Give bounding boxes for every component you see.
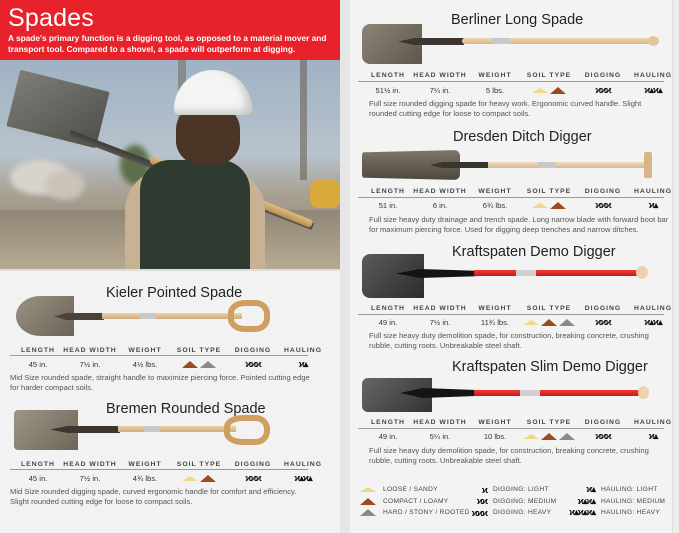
col-digging: DIGGING bbox=[234, 347, 272, 354]
col-head-width: HEAD WIDTH bbox=[413, 188, 467, 195]
col-head-width: HEAD WIDTH bbox=[63, 347, 117, 354]
header-banner bbox=[0, 0, 340, 60]
product-title: Kraftspaten Slim Demo Digger bbox=[452, 359, 648, 375]
soil-loose-icon bbox=[532, 203, 548, 208]
col-hauling: HAULING bbox=[634, 419, 672, 426]
col-soil-type: SOIL TYPE bbox=[526, 188, 572, 195]
col-weight: WEIGHT bbox=[478, 188, 512, 195]
hauling-medium-icon: ϰ▴ϰ▴ bbox=[644, 316, 662, 327]
value-head-width: 5¼ in. bbox=[429, 431, 451, 441]
col-length: LENGTH bbox=[21, 461, 55, 468]
hauling-light-icon: ϰ▴ bbox=[298, 358, 308, 369]
digging-medium-icon: ϰϰ bbox=[476, 496, 487, 507]
soil-hard-icon bbox=[559, 433, 575, 440]
col-weight: WEIGHT bbox=[128, 461, 162, 468]
soil-type-icons bbox=[520, 432, 578, 441]
product-title: Bremen Rounded Spade bbox=[106, 401, 266, 417]
hauling-light-icon: ϰ▴ bbox=[648, 430, 658, 441]
product-title: Kraftspaten Demo Digger bbox=[452, 244, 616, 260]
legend-label: LOOSE / SANDY bbox=[383, 486, 438, 494]
hauling-medium-icon: ϰ▴ϰ▴ bbox=[644, 84, 662, 95]
product-description: Full size heavy duty drainage and trench spade. Long narrow blade with forward boot bar for maximum piercing force. Used for digging deep trenches and narrow ditches. bbox=[369, 215, 669, 234]
soil-type-icons bbox=[520, 201, 578, 210]
value-head-width: 7¼ in. bbox=[429, 85, 451, 95]
product-description: Mid Size rounded digging spade, curved ergonomic handle for comfort and efficiency. Slight rounded cutting edge for loose to compact soils. bbox=[10, 487, 297, 506]
digging-heavy-icon: ϰϰϰ bbox=[245, 473, 261, 483]
soil-loose-icon bbox=[182, 476, 198, 481]
col-digging: DIGGING bbox=[584, 188, 622, 195]
spec-values-row bbox=[16, 472, 328, 484]
soil-loose-icon bbox=[360, 487, 376, 492]
digging-heavy-icon: ϰϰϰ bbox=[471, 507, 487, 518]
value-length: 45 in. bbox=[28, 359, 48, 369]
col-length: LENGTH bbox=[21, 347, 55, 354]
value-weight: 10 lbs. bbox=[483, 431, 507, 441]
col-length: LENGTH bbox=[371, 419, 405, 426]
spec-divider bbox=[358, 81, 664, 82]
col-length: LENGTH bbox=[371, 188, 405, 195]
soil-compact-icon bbox=[541, 433, 557, 440]
legend-label: DIGGING: HEAVY bbox=[493, 509, 552, 517]
legend-label: HAULING: HEAVY bbox=[601, 509, 661, 517]
soil-compact-icon bbox=[360, 498, 376, 505]
photo-background-tank bbox=[45, 170, 85, 200]
legend-item bbox=[465, 484, 556, 496]
soil-compact-icon bbox=[541, 319, 557, 326]
legend-label: DIGGING: MEDIUM bbox=[493, 497, 557, 505]
legend-item bbox=[465, 507, 556, 519]
col-hauling: HAULING bbox=[634, 188, 672, 195]
col-soil-type: SOIL TYPE bbox=[526, 419, 572, 426]
photo-background-pole bbox=[300, 60, 307, 180]
col-digging: DIGGING bbox=[584, 305, 622, 312]
value-length: 51 in. bbox=[378, 200, 398, 210]
value-weight: 4¾ lbs. bbox=[132, 473, 158, 483]
soil-loose-icon bbox=[532, 88, 548, 93]
spec-header-row bbox=[366, 419, 678, 426]
col-head-width: HEAD WIDTH bbox=[413, 305, 467, 312]
product-description: Mid Size rounded spade, straight handle to maximize piercing force. Pointed cutting edge for harder compact soils. bbox=[10, 373, 310, 392]
spec-values-row bbox=[366, 430, 678, 442]
spec-header-row bbox=[16, 461, 328, 468]
col-hauling: HAULING bbox=[634, 305, 672, 312]
col-digging: DIGGING bbox=[584, 419, 622, 426]
spec-values-row bbox=[366, 316, 678, 328]
legend-label: DIGGING: LIGHT bbox=[493, 486, 549, 494]
spec-divider bbox=[358, 428, 664, 429]
col-soil-type: SOIL TYPE bbox=[526, 305, 572, 312]
col-head-width: HEAD WIDTH bbox=[413, 72, 467, 79]
value-length: 49 in. bbox=[378, 431, 398, 441]
hauling-medium-icon: ϰ▴ϰ▴ bbox=[577, 495, 595, 506]
soil-compact-icon bbox=[182, 361, 198, 368]
hero-photo-worker-with-spade bbox=[0, 60, 340, 271]
soil-hard-icon bbox=[559, 319, 575, 326]
value-head-width: 7½ in. bbox=[429, 317, 451, 327]
hauling-light-icon: ϰ▴ bbox=[648, 199, 658, 210]
legend-label: HAULING: LIGHT bbox=[601, 486, 658, 494]
digging-heavy-icon: ϰϰϰ bbox=[245, 359, 261, 369]
col-digging: DIGGING bbox=[584, 72, 622, 79]
legend-item bbox=[355, 496, 470, 508]
col-head-width: HEAD WIDTH bbox=[63, 461, 117, 468]
column-gutter bbox=[340, 0, 350, 533]
spec-values-row bbox=[366, 199, 678, 211]
col-weight: WEIGHT bbox=[478, 72, 512, 79]
col-hauling: HAULING bbox=[284, 461, 322, 468]
digging-heavy-icon: ϰϰϰ bbox=[595, 200, 611, 210]
product-title: Kieler Pointed Spade bbox=[106, 285, 243, 301]
soil-compact-icon bbox=[550, 202, 566, 209]
value-head-width: 7½ in. bbox=[79, 473, 101, 483]
col-length: LENGTH bbox=[371, 305, 405, 312]
soil-hard-icon bbox=[200, 361, 216, 368]
digging-heavy-icon: ϰϰϰ bbox=[595, 317, 611, 327]
soil-loose-icon bbox=[523, 434, 539, 439]
hauling-medium-icon: ϰ▴ϰ▴ bbox=[294, 472, 312, 483]
spec-divider bbox=[10, 355, 308, 356]
spec-header-row bbox=[366, 305, 678, 312]
product-title: Berliner Long Spade bbox=[451, 12, 584, 28]
spec-values-row bbox=[16, 358, 328, 370]
legend-label: HARD / STONY / ROOTED bbox=[383, 509, 470, 517]
product-description: Full size heavy duty demolition spade, for construction, breaking concrete, crushing rubble, cutting roots. Unbreakable steel shaft. bbox=[369, 331, 649, 350]
product-title: Dresden Ditch Digger bbox=[453, 129, 592, 145]
soil-compact-icon bbox=[200, 475, 216, 482]
col-head-width: HEAD WIDTH bbox=[413, 419, 467, 426]
value-length: 45 in. bbox=[28, 473, 48, 483]
soil-type-icons bbox=[170, 474, 228, 483]
soil-type-icons bbox=[520, 318, 578, 327]
value-weight: 5 lbs. bbox=[485, 85, 505, 95]
value-head-width: 7½ in. bbox=[79, 359, 101, 369]
col-digging: DIGGING bbox=[234, 461, 272, 468]
col-hauling: HAULING bbox=[284, 347, 322, 354]
col-soil-type: SOIL TYPE bbox=[176, 347, 222, 354]
col-soil-type: SOIL TYPE bbox=[176, 461, 222, 468]
soil-hard-icon bbox=[360, 509, 376, 516]
page-title: Spades bbox=[8, 4, 94, 32]
col-weight: WEIGHT bbox=[478, 305, 512, 312]
hauling-heavy-icon: ϰ▴ϰ▴ϰ▴ bbox=[569, 507, 595, 518]
hauling-light-icon: ϰ▴ bbox=[586, 484, 595, 495]
spec-header-row bbox=[366, 72, 678, 79]
spec-values-row bbox=[366, 84, 678, 96]
legend-label: HAULING: MEDIUM bbox=[601, 497, 666, 505]
value-head-width: 6 in. bbox=[432, 200, 448, 210]
col-weight: WEIGHT bbox=[128, 347, 162, 354]
photo-bottom-edge bbox=[0, 269, 340, 271]
legend-item bbox=[565, 496, 665, 508]
legend-item bbox=[465, 496, 556, 508]
legend-hauling-column bbox=[565, 484, 665, 519]
page-intro: A spade's primary function is a digging tool, as opposed to a material mover and transport tool. Compared to a shovel, a spade will outperform at digging. bbox=[8, 33, 327, 54]
photo-spade-blade bbox=[6, 70, 109, 149]
legend-item bbox=[565, 507, 665, 519]
value-weight: 6¾ lbs. bbox=[482, 200, 508, 210]
product-description: Full size rounded digging spade for heavy work. Ergonomic curved handle. Slight rounded cutting edge for loose to compact soils. bbox=[369, 99, 642, 118]
spec-header-row bbox=[366, 188, 678, 195]
value-weight: 11¾ lbs. bbox=[480, 317, 510, 327]
digging-heavy-icon: ϰϰϰ bbox=[595, 85, 611, 95]
soil-type-icons bbox=[170, 360, 228, 369]
legend-item bbox=[355, 507, 470, 519]
legend-item bbox=[355, 484, 470, 496]
col-weight: WEIGHT bbox=[478, 419, 512, 426]
photo-work-glove bbox=[310, 180, 340, 208]
soil-type-icons bbox=[520, 86, 578, 95]
spec-header-row bbox=[16, 347, 328, 354]
col-soil-type: SOIL TYPE bbox=[526, 72, 572, 79]
spec-divider bbox=[10, 469, 308, 470]
spec-divider bbox=[358, 314, 664, 315]
digging-light-icon: ϰ bbox=[481, 484, 487, 495]
legend-label: COMPACT / LOAMY bbox=[383, 497, 449, 505]
soil-compact-icon bbox=[550, 87, 566, 94]
legend-digging-column bbox=[465, 484, 556, 519]
soil-loose-icon bbox=[523, 320, 539, 325]
photo-worker-vest bbox=[140, 160, 250, 271]
digging-heavy-icon: ϰϰϰ bbox=[595, 431, 611, 441]
page-edge bbox=[672, 0, 679, 533]
product-description: Full size heavy duty demolition spade, for construction, breaking concrete, crushing rubble, cutting roots. Unbreakable steel shaft. bbox=[369, 446, 649, 465]
col-hauling: HAULING bbox=[634, 72, 672, 79]
value-length: 51½ in. bbox=[375, 85, 401, 95]
legend-item bbox=[565, 484, 665, 496]
spec-divider bbox=[358, 197, 664, 198]
value-weight: 4½ lbs. bbox=[132, 359, 158, 369]
value-length: 49 in. bbox=[378, 317, 398, 327]
col-length: LENGTH bbox=[371, 72, 405, 79]
legend-soil-column bbox=[355, 484, 470, 519]
